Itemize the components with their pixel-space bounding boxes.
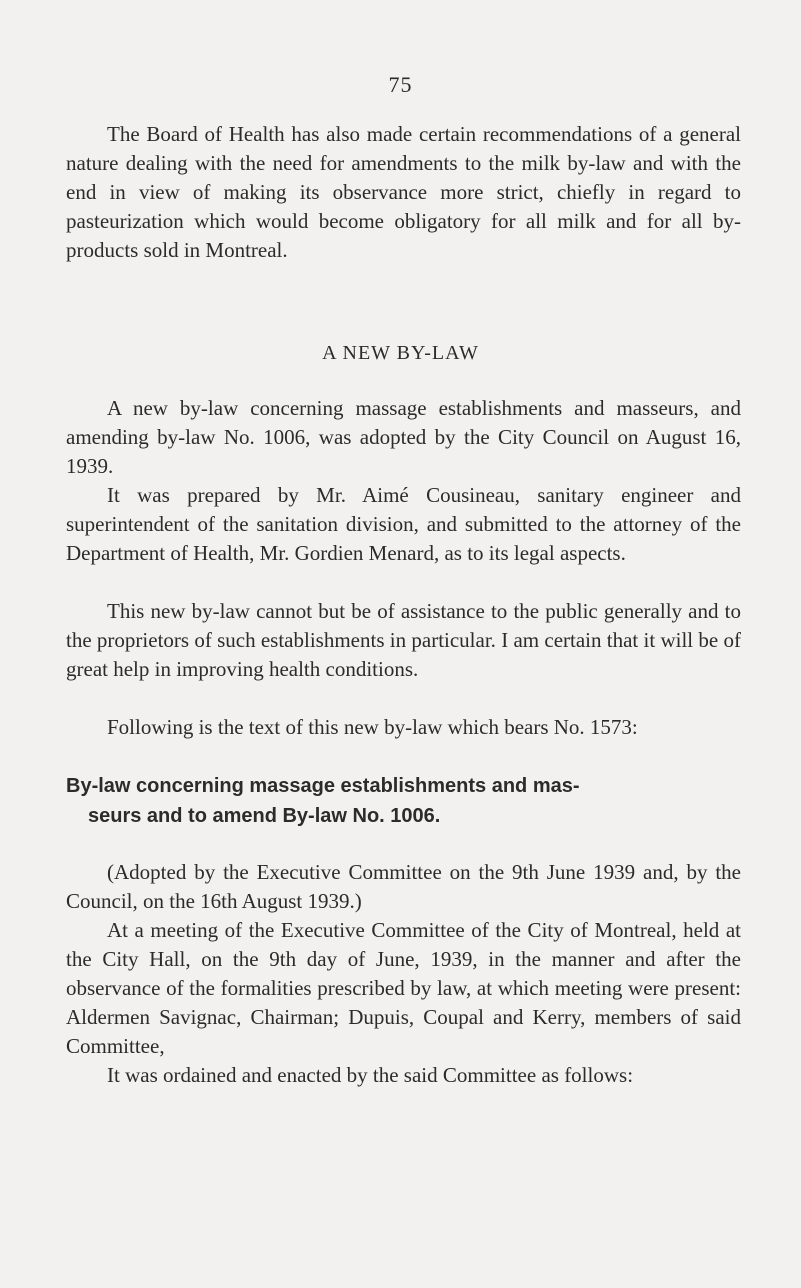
page-number: 75 bbox=[388, 72, 413, 97]
paragraph-following-text: Following is the text of this new by-law which bears No. 1573: bbox=[107, 715, 638, 739]
bylaw-title-line2: seurs and to amend By-law No. 1006. bbox=[88, 805, 441, 827]
bylaw-title bbox=[66, 771, 741, 831]
paragraph-meeting: At a meeting of the Executive Committee of the City of Montreal, held at the City Hall, on the 9th day of June, 1939, in the manner and after the observance of the formalities prescribed by law, at which meeting were present: Aldermen Savignac, Chairman; Dupuis, Coupal and Kerry, members of said Committee, bbox=[66, 918, 741, 1058]
paragraph-adopted: (Adopted by the Executive Committee on the 9th June 1939 and, by the Council, on the 16th August 1939.) bbox=[66, 860, 741, 913]
paragraph-milk-bylaw: The Board of Health has also made certain recommendations of a general nature dealing with the need for amendments to the milk by-law and with the end in view of making its observance more strict, chiefly in regard to pasteurization which would become obligatory for all milk and for all by-products sold in Montreal. bbox=[66, 122, 741, 262]
paragraph-new-bylaw: A new by-law concerning massage establishments and masseurs, and amending by-law No. 1006, was adopted by the City Council on August 16, 1939. bbox=[66, 396, 741, 478]
paragraph-prepared-by: It was prepared by Mr. Aimé Cousineau, sanitary engineer and superintendent of the sanitation division, and submitted to the attorney of the Department of Health, Mr. Gordien Menard, as to its legal aspects. bbox=[66, 483, 741, 565]
section-heading: A NEW BY-LAW bbox=[322, 342, 479, 364]
paragraph-ordained: It was ordained and enacted by the said Committee as follows: bbox=[107, 1063, 634, 1087]
bylaw-title-line1: By-law concerning massage establishments and mas- bbox=[66, 775, 580, 797]
paragraph-assistance: This new by-law cannot but be of assistance to the public generally and to the proprietors of such establishments in particular. I am certain that it will be of great help in improving health conditions. bbox=[66, 599, 741, 681]
